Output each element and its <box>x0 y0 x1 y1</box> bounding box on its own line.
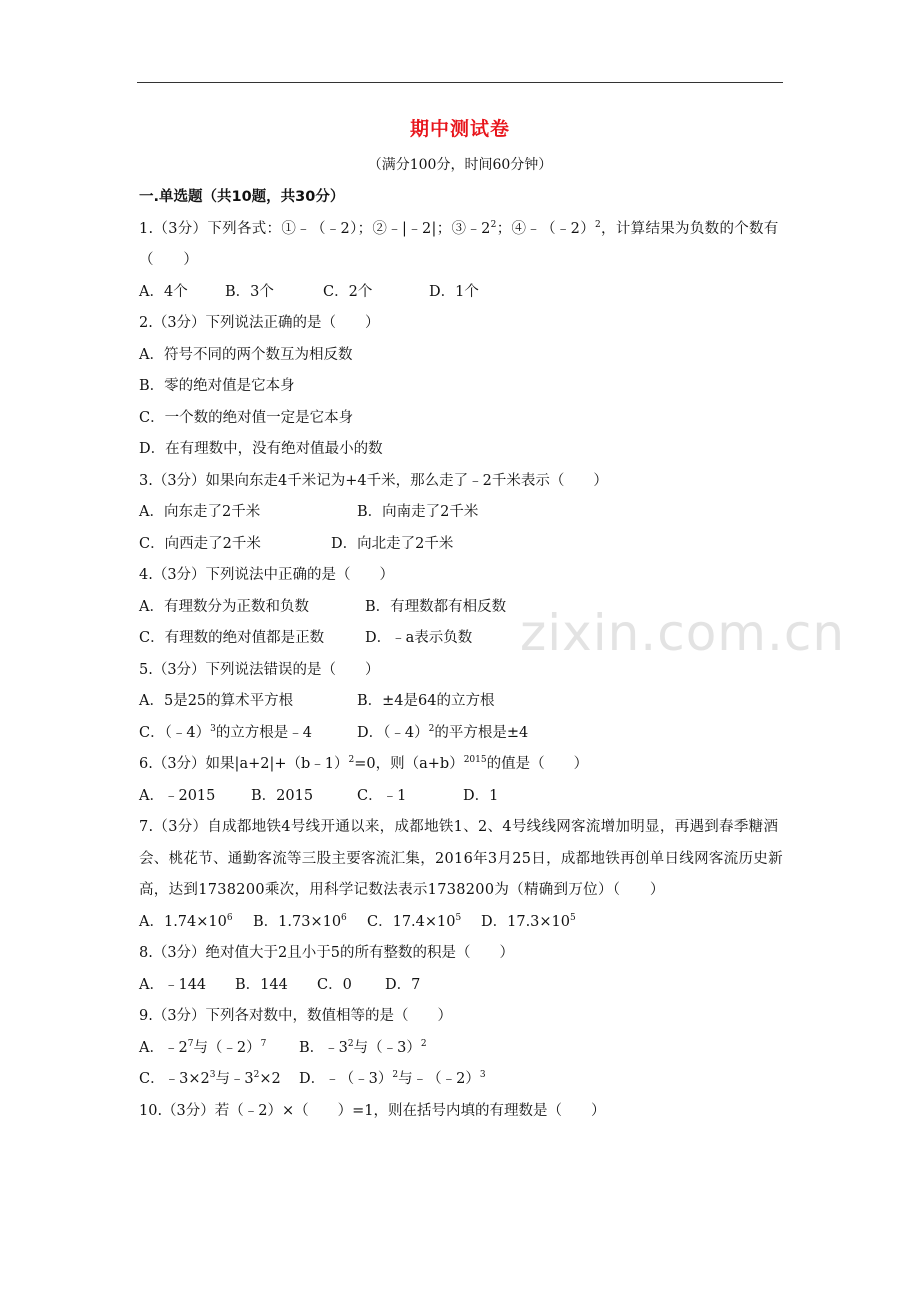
q4-option-c: C．有理数的绝对值都是正数 <box>139 630 325 646</box>
header-rule <box>137 82 783 83</box>
q4-options-row1 <box>139 592 789 624</box>
q7-option-a <box>139 907 253 939</box>
q9-options-row1 <box>139 1033 789 1065</box>
q9-d-exp1: 2 <box>392 1070 399 1080</box>
q3-options-row1 <box>139 497 789 529</box>
q1-option-c: C．2个 <box>323 283 373 300</box>
q1-option-a: A．4个 <box>139 283 188 300</box>
q8-option-c: C．0 <box>317 976 352 993</box>
q5-option-c-base: C．（﹣4） <box>139 724 211 741</box>
q3-option-b: B．向南走了2千米 <box>357 504 479 520</box>
q9-b-part1: B．﹣3 <box>299 1039 348 1056</box>
q1-option-b: B．3个 <box>225 283 274 300</box>
q7-option-d <box>481 907 576 939</box>
q9-c-exp2: 2 <box>253 1070 260 1080</box>
question-10: 10.（3分）若（﹣2）×（ ）=1，则在括号内填的有理数是（ ） <box>139 1102 606 1119</box>
q6-option-d: D．1 <box>463 787 499 804</box>
q3-option-c: C．向西走了2千米 <box>139 535 261 552</box>
q5-options-row1 <box>139 686 789 718</box>
q5-option-b: B．±4是64的立方根 <box>357 693 495 709</box>
question-3: 3.（3分）如果向东走4千米记为+4千米，那么走了﹣2千米表示（ ） <box>139 472 608 489</box>
q6-text-a: 6.（3分）如果|a+2|+（b﹣1） <box>139 756 349 772</box>
page-subtitle: （满分100分，时间60分钟） <box>367 157 553 173</box>
q9-d-part2: 与﹣（﹣2） <box>398 1071 480 1087</box>
q9-c-part3: ×2 <box>259 1071 281 1087</box>
q9-b-part2: 与（﹣3） <box>353 1039 421 1056</box>
section-heading: 一.单选题（共10题，共30分） <box>139 189 345 205</box>
q9-d-exp2: 3 <box>479 1070 486 1080</box>
question-9: 9.（3分）下列各对数中，数值相等的是（ ） <box>139 1008 453 1024</box>
question-6 <box>139 749 789 781</box>
q5-option-a: A．5是25的算术平方根 <box>139 693 294 709</box>
q7-option-b-base: B．1.73×10 <box>253 913 342 930</box>
q1-text-a: 1.（3分）下列各式：①﹣（﹣2）；②﹣|﹣2|；③﹣2 <box>139 220 491 237</box>
question-4: 4.（3分）下列说法中正确的是（ ） <box>139 567 395 583</box>
q2-option-a: A．符号不同的两个数互为相反数 <box>139 346 353 363</box>
exam-content <box>139 182 789 1127</box>
q1-exp-1: 2 <box>490 219 497 230</box>
watermark: zixin.com.cn <box>520 604 846 662</box>
q8-option-b: B．144 <box>235 976 288 993</box>
q9-a-part1: A．﹣2 <box>139 1039 188 1056</box>
q4-option-a: A．有理数分为正数和负数 <box>139 598 309 615</box>
q3-option-d: D．向北走了2千米 <box>331 535 454 552</box>
q8-options <box>139 970 789 1002</box>
q9-a-part2: 与（﹣2） <box>193 1039 261 1056</box>
question-5: 5.（3分）下列说法错误的是（ ） <box>139 661 380 678</box>
q4-option-b: B．有理数都有相反数 <box>365 598 507 615</box>
q5-options-row2 <box>139 718 789 750</box>
question-7: 7.（3分）自成都地铁4号线开通以来，成都地铁1、2、4号线线网客流增加明显，再遇到春季糖酒会、桃花节、通勤客流等三股主要客流汇集，2016年3月25日，成都地铁再创单日线网客流历史新高，达到1738200乘次，用科学记数法表示1738200为（精确到万位）（ ） <box>139 819 783 898</box>
q9-option-c <box>139 1064 299 1096</box>
q6-options <box>139 781 789 813</box>
q6-text-b: =0，则（a+b） <box>354 756 464 772</box>
q9-d-part1: D．﹣（﹣3） <box>299 1071 393 1087</box>
q9-a-exp1: 7 <box>187 1038 194 1049</box>
q1-text-b: ；④﹣（﹣2） <box>496 220 596 237</box>
q9-a-exp2: 7 <box>260 1038 267 1049</box>
q9-options-row2 <box>139 1064 789 1096</box>
q5-option-c-exp: 3 <box>210 723 216 734</box>
q6-exp-1: 2 <box>348 755 355 765</box>
q7-option-a-exp: 6 <box>226 912 233 923</box>
q9-c-exp1: 3 <box>209 1070 216 1080</box>
q9-b-exp1: 2 <box>347 1038 354 1049</box>
q3-options-row2 <box>139 529 789 561</box>
q8-option-d: D．7 <box>385 976 421 993</box>
q4-option-d: D．﹣a表示负数 <box>365 630 473 646</box>
q7-option-c-base: C．17.4×10 <box>367 913 456 930</box>
q2-option-b: B．零的绝对值是它本身 <box>139 378 295 394</box>
q6-option-b: B．2015 <box>251 787 314 804</box>
question-8: 8.（3分）绝对值大于2且小于5的所有整数的积是（ ） <box>139 945 515 961</box>
q9-b-exp2: 2 <box>420 1038 427 1049</box>
q7-option-a-base: A．1.74×10 <box>139 913 227 930</box>
q8-option-a: A．﹣144 <box>139 976 207 993</box>
q5-option-c <box>139 718 357 750</box>
q9-option-d <box>299 1064 486 1096</box>
q1-text-c: ，计算结果为负数的个数有（ ） <box>139 220 779 268</box>
q1-options <box>139 277 789 309</box>
q5-option-d <box>357 718 528 750</box>
q4-options-row2 <box>139 623 789 655</box>
q9-option-b <box>299 1033 427 1065</box>
q7-option-c <box>367 907 481 939</box>
q6-option-c: C．﹣1 <box>357 787 407 804</box>
q2-option-c: C．一个数的绝对值一定是它本身 <box>139 409 354 426</box>
q7-option-b-exp: 6 <box>341 912 347 923</box>
q2-option-d: D．在有理数中，没有绝对值最小的数 <box>139 441 383 457</box>
q1-option-d: D．1个 <box>429 283 479 300</box>
q9-c-part2: 与﹣3 <box>215 1071 254 1087</box>
q7-option-d-exp: 5 <box>570 912 576 923</box>
q6-text-c: 的值是（ ） <box>486 756 589 772</box>
q5-option-d-rest: 的平方根是±4 <box>434 724 529 741</box>
q5-option-c-rest: 的立方根是﹣4 <box>215 724 313 741</box>
q1-exp-2: 2 <box>595 219 602 230</box>
q3-option-a: A．向东走了2千米 <box>139 504 261 520</box>
page-title: 期中测试卷 <box>409 118 510 140</box>
q7-option-b <box>253 907 367 939</box>
q9-c-part1: C．﹣3×2 <box>139 1071 210 1087</box>
q7-option-d-base: D．17.3×10 <box>481 913 571 930</box>
question-2: 2.（3分）下列说法正确的是（ ） <box>139 315 380 331</box>
q7-option-c-exp: 5 <box>455 912 462 923</box>
q6-option-a: A．﹣2015 <box>139 787 216 804</box>
question-1 <box>139 214 789 277</box>
q5-option-d-exp: 2 <box>428 723 435 734</box>
q5-option-d-base: D．（﹣4） <box>357 724 429 741</box>
q6-exp-2: 2015 <box>463 755 487 765</box>
q9-option-a <box>139 1033 299 1065</box>
q7-options <box>139 907 789 939</box>
